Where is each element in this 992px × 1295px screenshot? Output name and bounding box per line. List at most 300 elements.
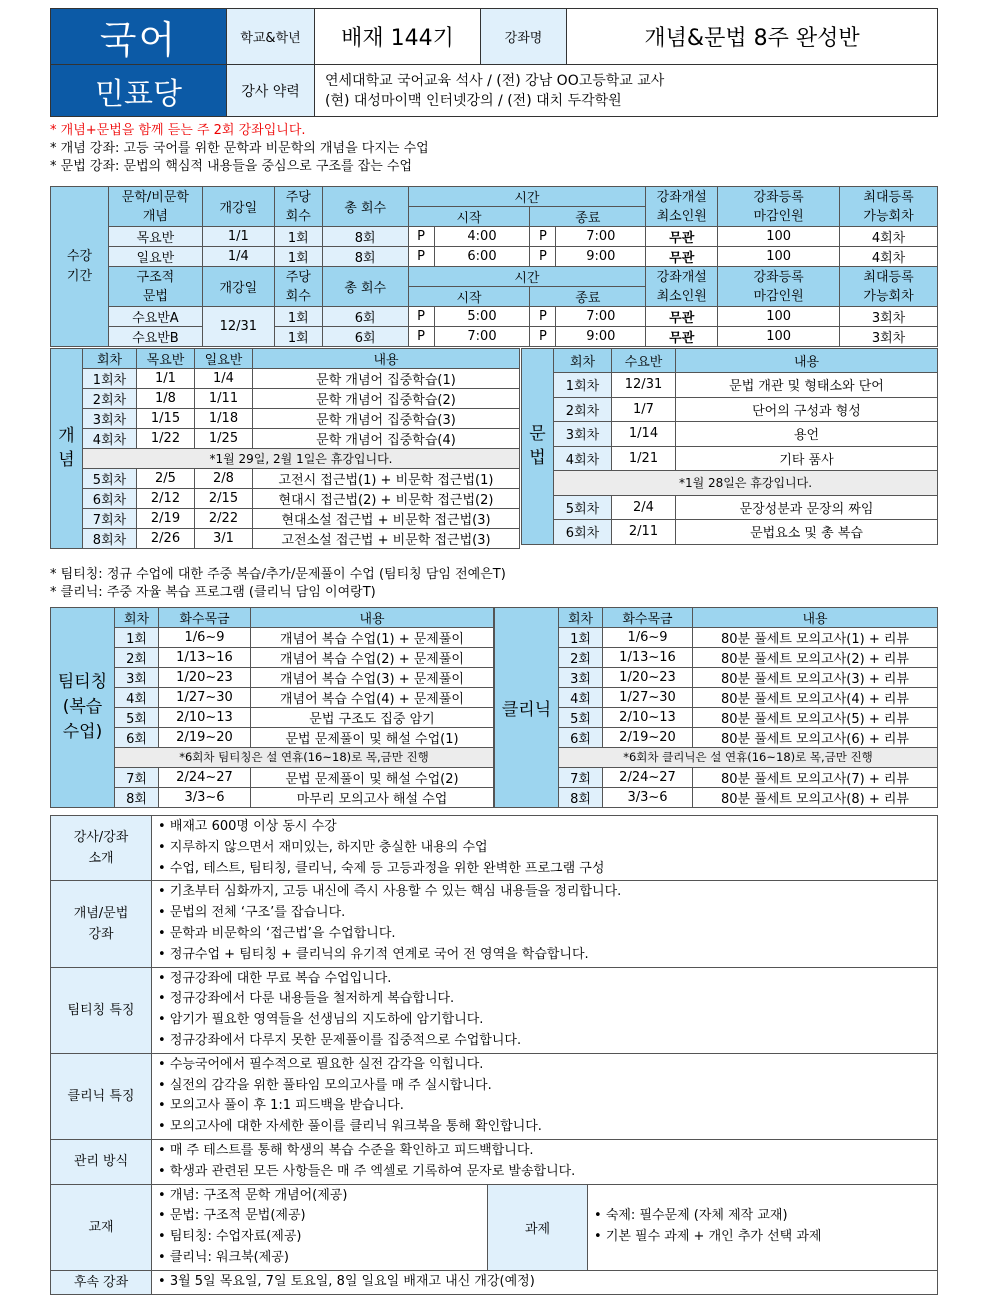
table-cell: 고전시 접근법(1) + 비문학 접근법(1) [253, 468, 520, 488]
table-cell: 7:00 [556, 307, 646, 327]
bio-label: 강사 약력 [227, 65, 315, 117]
text-item: 최대등록 [863, 269, 914, 285]
table-cell: 2/24~27 [159, 767, 251, 787]
text-item: 구조적 [136, 269, 175, 285]
table-cell: 개념어 복습 수업(4) + 문제풀이 [251, 688, 494, 708]
table-cell: P [408, 307, 434, 327]
table-cell: 7회차 [83, 508, 137, 528]
text-item: 강좌 [88, 926, 114, 942]
bio-line-2: (현) 대성마이맥 인터넷강의 / (전) 대치 두각학원 [325, 92, 622, 109]
table-cell: 8회 [115, 787, 159, 807]
table-cell: 2/8 [195, 468, 253, 488]
homework-label: 과제 [488, 1184, 588, 1270]
text-item: 강좌개설 [656, 269, 707, 285]
table-cell: 2/19 [137, 508, 195, 528]
table-cell: 무관 [646, 327, 718, 347]
table-cell: 문학 개념어 집중학습(1) [253, 369, 520, 389]
table-cell: 80분 풀세트 모의고사(2) + 리뷰 [693, 648, 938, 668]
table-cell: 총 회수 [322, 267, 408, 307]
text-item: • 문법: 구조적 문법(제공) [158, 1206, 481, 1227]
text-item: 마감인원 [753, 208, 804, 224]
table-cell: 80분 풀세트 모의고사(3) + 리뷰 [693, 668, 938, 688]
table-cell: 1/4 [195, 369, 253, 389]
table-cell: 화수목금 [603, 608, 693, 628]
book-label: 교재 [51, 1184, 152, 1270]
school-value: 배재 144기 [315, 9, 481, 65]
table-cell: 8회 [559, 787, 603, 807]
table-row [51, 429, 520, 449]
table-row [51, 508, 520, 528]
table-cell: 6회 [559, 728, 603, 748]
table-row [51, 528, 520, 548]
note-line: * 팀티칭: 정규 수업에 대한 주중 복습/추가/문제풀이 수업 (팀티칭 담임 전예은T) [50, 567, 506, 582]
table-cell: 개념어 복습 수업(3) + 문제풀이 [251, 668, 494, 688]
table-cell: 7회 [559, 767, 603, 787]
concept-plan-table [50, 348, 520, 549]
table-cell: 6회 [115, 728, 159, 748]
table-cell: 8회차 [83, 528, 137, 548]
table-row [51, 369, 520, 389]
table-row [522, 520, 938, 545]
table-row [51, 468, 520, 488]
text-item: • 암기가 필요한 영역들을 선생님의 지도하에 암기합니다. [158, 1010, 931, 1031]
table-cell: 3회차 [83, 409, 137, 429]
table-cell: 1/27~30 [159, 688, 251, 708]
table-cell: 1회차 [554, 373, 612, 398]
table-cell: 5회차 [554, 495, 612, 520]
text-item: 강좌등록 [753, 189, 804, 205]
table-cell: 1회 [274, 247, 322, 267]
table-cell: 현대시 접근법(2) + 비문학 접근법(2) [253, 488, 520, 508]
text-item: 주당 [285, 189, 311, 205]
table-cell [646, 267, 718, 307]
schedule-row [51, 307, 938, 327]
text-item: 법 [529, 448, 546, 469]
table-cell: 종료 [530, 287, 646, 307]
table-cell: 1/25 [195, 429, 253, 449]
table-cell: P [408, 247, 434, 267]
concept-side-label [51, 349, 83, 549]
table-row [495, 787, 938, 807]
table-cell: 시작 [408, 207, 530, 227]
table-cell: 6:00 [434, 247, 530, 267]
table-cell: 문법 문제풀이 및 해설 수업(2) [251, 767, 494, 787]
table-cell: 1회 [274, 307, 322, 327]
table-cell: 고전소설 접근법 + 비문학 접근법(3) [253, 528, 520, 548]
table-cell: 개강일 [202, 187, 274, 227]
text-item: 가능회차 [863, 208, 914, 224]
table-cell: 개념어 복습 수업(1) + 문제풀이 [251, 628, 494, 648]
text-item: 소개 [88, 851, 114, 867]
table-cell: 1회 [115, 628, 159, 648]
table-cell [646, 187, 718, 227]
table-cell: 1/6~9 [159, 628, 251, 648]
table-cell: 3회차 [840, 327, 938, 347]
table-row [522, 373, 938, 398]
table-cell: 종료 [530, 207, 646, 227]
table-cell: 1/6~9 [603, 628, 693, 648]
note-line: * 클리닉: 주중 자율 복습 프로그램 (클리닉 담임 이여랑T) [50, 585, 376, 600]
text-item: 문법 [142, 288, 168, 304]
table-cell: 4회차 [840, 227, 938, 247]
table-cell: 2회차 [554, 397, 612, 422]
clinic-info-list [152, 1053, 938, 1139]
table-cell: P [530, 247, 556, 267]
top-notes [50, 122, 429, 176]
table-cell: 회차 [559, 608, 603, 628]
table-cell: 1/11 [195, 389, 253, 409]
table-cell: 12/31 [202, 307, 274, 347]
text-item: • 모의고사 풀이 후 1:1 피드백을 받습니다. [158, 1096, 931, 1117]
intro-list [152, 816, 938, 881]
schedule-row [51, 227, 938, 247]
table-cell: 무관 [646, 227, 718, 247]
table-cell: P [530, 227, 556, 247]
table-cell: 수요반B [108, 327, 202, 347]
table-cell [718, 267, 840, 307]
table-cell: 4:00 [434, 227, 530, 247]
table-cell: P [408, 327, 434, 347]
table-row [51, 648, 494, 668]
table-cell: 문법 문제풀이 및 해설 수업(1) [251, 728, 494, 748]
table-cell: 1/8 [137, 389, 195, 409]
table-cell: 100 [718, 327, 840, 347]
text-item: 념 [58, 450, 75, 471]
table-cell: 수요반A [108, 307, 202, 327]
text-item: 수업) [62, 721, 103, 742]
text-item: 가능회차 [863, 288, 914, 304]
table-cell: 용언 [676, 422, 938, 447]
text-item: (복습 [62, 696, 103, 717]
table-cell: 무관 [646, 247, 718, 267]
table-cell: 5회 [115, 708, 159, 728]
table-cell: 1/20~23 [159, 668, 251, 688]
table-cell: 3회차 [840, 307, 938, 327]
table-cell: 3/3~6 [603, 787, 693, 807]
text-item: 회수 [285, 288, 311, 304]
table-cell: 3회 [115, 668, 159, 688]
table-row [522, 397, 938, 422]
table-cell: 화수목금 [159, 608, 251, 628]
table-cell: 4회차 [840, 247, 938, 267]
table-cell: 12/31 [612, 373, 676, 398]
table-cell: 1/18 [195, 409, 253, 429]
text-item: • 정규강좌에 대한 무료 복습 수업입니다. [158, 969, 931, 990]
text-item: • 정규수업 + 팀티칭 + 클리닉의 유기적 연계로 국어 전 영역을 학습합니다. [158, 945, 931, 966]
table-cell: 문학 개념어 집중학습(3) [253, 409, 520, 429]
text-item: 수강 [66, 248, 93, 264]
homework-list [588, 1184, 938, 1270]
teacher-name: 민표당 [51, 65, 227, 117]
text-item: • 3월 5일 목요일, 7일 토요일, 8일 일요일 배재고 내신 개강(예정) [158, 1272, 931, 1293]
clinic-info-label: 클리닉 특징 [51, 1053, 152, 1139]
table-cell: 1회차 [83, 369, 137, 389]
school-label: 학교&학년 [227, 9, 315, 65]
text-item: • 숙제: 필수문제 (자체 제작 교재) [594, 1206, 931, 1227]
table-cell: 2회차 [83, 389, 137, 409]
team-info-list [152, 967, 938, 1053]
table-row [51, 488, 520, 508]
table-cell: 7:00 [434, 327, 530, 347]
grammar-note: *1월 28일은 휴강입니다. [554, 471, 938, 496]
text-item: 기간 [66, 268, 93, 284]
table-cell: 목요반 [137, 349, 195, 369]
follow-text [152, 1270, 938, 1294]
course-info-label [51, 881, 152, 967]
table-cell: 시작 [408, 287, 530, 307]
table-cell: 개강일 [202, 267, 274, 307]
table-cell: 개념어 복습 수업(2) + 문제풀이 [251, 648, 494, 668]
table-row [51, 688, 494, 708]
table-cell: 2/12 [137, 488, 195, 508]
table-row [495, 628, 938, 648]
table-row [51, 767, 494, 787]
table-cell: 1회 [274, 227, 322, 247]
table-cell: 80분 풀세트 모의고사(5) + 리뷰 [693, 708, 938, 728]
table-cell: 회차 [554, 349, 612, 373]
table-cell: 1/1 [137, 369, 195, 389]
text-item: • 배재고 600명 이상 동시 수강 [158, 817, 931, 838]
period-label [51, 187, 109, 347]
text-item: • 수능국어에서 필수적으로 필요한 실전 감각을 익힙니다. [158, 1055, 931, 1076]
table-cell: 1/15 [137, 409, 195, 429]
table-row [522, 422, 938, 447]
table-cell: 80분 풀세트 모의고사(6) + 리뷰 [693, 728, 938, 748]
follow-label: 후속 강좌 [51, 1270, 152, 1294]
bio-line-1: 연세대학교 국어교육 석사 / (전) 강남 OO고등학교 교사 [325, 72, 665, 89]
table-cell: 100 [718, 227, 840, 247]
table-cell: 3회 [559, 668, 603, 688]
table-cell: 내용 [251, 608, 494, 628]
text-item: 최소인원 [656, 208, 707, 224]
table-cell: 6회차 [554, 520, 612, 545]
table-row [51, 389, 520, 409]
course-value: 개념&문법 8주 완성반 [567, 9, 938, 65]
table-cell: 9:00 [556, 327, 646, 347]
table-row [495, 728, 938, 748]
table-cell: 1/7 [612, 397, 676, 422]
team-side-label [51, 608, 115, 808]
table-cell: 2/4 [612, 495, 676, 520]
table-cell: 일요반 [195, 349, 253, 369]
table-cell: 내용 [693, 608, 938, 628]
table-cell: 문장성분과 문장의 짜임 [676, 495, 938, 520]
table-cell: 일요반 [108, 247, 202, 267]
table-cell: 80분 풀세트 모의고사(7) + 리뷰 [693, 767, 938, 787]
header-table [50, 8, 938, 117]
text-item: • 지루하지 않으면서 재미있는, 하지만 충실한 내용의 수업 [158, 838, 931, 859]
table-row [522, 446, 938, 471]
table-cell: 1/27~30 [603, 688, 693, 708]
table-cell: 7:00 [556, 227, 646, 247]
mid-notes [50, 566, 506, 602]
table-cell: 2/24~27 [603, 767, 693, 787]
clinic-side-label: 클리닉 [495, 608, 559, 808]
manage-list [152, 1139, 938, 1184]
text-item: • 클리닉: 워크북(제공) [158, 1248, 481, 1269]
table-cell [274, 267, 322, 307]
table-cell: 2회 [115, 648, 159, 668]
text-item: • 정규강좌에서 다룬 내용들을 철저하게 복습합니다. [158, 989, 931, 1010]
table-cell: 5:00 [434, 307, 530, 327]
text-item: 최소인원 [656, 288, 707, 304]
table-cell: 1/20~23 [603, 668, 693, 688]
table-cell: 3/1 [195, 528, 253, 548]
text-item: 개념 [142, 208, 168, 224]
clinic-table [494, 607, 938, 808]
text-item: • 팀티칭: 수업자료(제공) [158, 1227, 481, 1248]
text-item: • 모의고사에 대한 자세한 풀이를 클리닉 워크북을 통해 확인합니다. [158, 1117, 931, 1138]
manage-label: 관리 방식 [51, 1139, 152, 1184]
grammar-side-label [522, 349, 554, 545]
table-cell: 문법요소 및 총 복습 [676, 520, 938, 545]
table-cell: 현대소설 접근법 + 비문학 접근법(3) [253, 508, 520, 528]
table-cell [840, 267, 938, 307]
table-row [495, 648, 938, 668]
table-cell [840, 187, 938, 227]
table-cell: 내용 [676, 349, 938, 373]
course-info-list [152, 881, 938, 967]
text-item: • 문학과 비문학의 ‘접근법’을 수업합니다. [158, 924, 931, 945]
text-item: 회수 [285, 208, 311, 224]
table-cell: 1/13~16 [603, 648, 693, 668]
table-cell [274, 187, 322, 227]
table-cell: 2/10~13 [603, 708, 693, 728]
schedule-row [51, 327, 938, 347]
table-cell: 문법 구조도 집중 암기 [251, 708, 494, 728]
table-cell [718, 187, 840, 227]
text-item: 강좌등록 [753, 269, 804, 285]
table-cell: 100 [718, 307, 840, 327]
table-cell: P [530, 327, 556, 347]
table-cell: 80분 풀세트 모의고사(8) + 리뷰 [693, 787, 938, 807]
table-cell: 무관 [646, 307, 718, 327]
table-cell: 시간 [408, 267, 646, 287]
table-cell: 문학 개념어 집중학습(4) [253, 429, 520, 449]
table-cell: 100 [718, 247, 840, 267]
table-row [522, 495, 938, 520]
table-cell: 1/13~16 [159, 648, 251, 668]
table-cell: 단어의 구성과 형성 [676, 397, 938, 422]
table-cell: 마무리 모의고사 해설 수업 [251, 787, 494, 807]
book-list [152, 1184, 488, 1270]
text-item: • 매 주 테스트를 통해 학생의 복습 수준을 확인하고 피드백합니다. [158, 1141, 931, 1162]
table-cell: 2/22 [195, 508, 253, 528]
team-note: *6회차 팀티칭은 설 연휴(16~18)로 목,금만 진행 [115, 748, 494, 768]
team-info-label: 팀티칭 특징 [51, 967, 152, 1053]
table-cell: 문학 개념어 집중학습(2) [253, 389, 520, 409]
table-row [495, 688, 938, 708]
table-cell: 7회 [115, 767, 159, 787]
table-cell: 기타 품사 [676, 446, 938, 471]
text-item: 강좌개설 [656, 189, 707, 205]
table-cell: 회차 [115, 608, 159, 628]
table-row [51, 668, 494, 688]
table-cell: 2회 [559, 648, 603, 668]
table-cell: 2/26 [137, 528, 195, 548]
text-item: • 정규강좌에서 다루지 못한 문제풀이를 집중적으로 수업합니다. [158, 1031, 931, 1052]
schedule-row [51, 247, 938, 267]
table-cell: 8회 [322, 227, 408, 247]
text-item: 문 [529, 424, 546, 445]
text-item: • 문법의 전체 ‘구조’를 잡습니다. [158, 903, 931, 924]
table-cell: 2/10~13 [159, 708, 251, 728]
table-cell: 4회 [115, 688, 159, 708]
table-cell: 2/19~20 [603, 728, 693, 748]
table-row [51, 787, 494, 807]
table-cell: 2/5 [137, 468, 195, 488]
table-cell: 2/11 [612, 520, 676, 545]
table-cell: 문법 개관 및 형태소와 단어 [676, 373, 938, 398]
table-cell: 6회 [322, 327, 408, 347]
table-cell: 1회 [274, 327, 322, 347]
table-row [51, 409, 520, 429]
note-line: * 개념+문법을 함께 듣는 주 2회 강좌입니다. [50, 123, 306, 138]
table-cell: 5회차 [83, 468, 137, 488]
table-row [51, 728, 494, 748]
text-item: 주당 [285, 269, 311, 285]
table-cell: 1/14 [612, 422, 676, 447]
note-line: * 문법 강좌: 문법의 핵심적 내용들을 중심으로 구조를 잡는 수업 [50, 159, 413, 174]
table-cell [108, 187, 202, 227]
text-item: • 실전의 감각을 위한 풀타임 모의고사를 매 주 실시합니다. [158, 1076, 931, 1097]
text-item: 강사/강좌 [73, 830, 129, 846]
text-item: • 기초부터 심화까지, 고등 내신에 즉시 사용할 수 있는 핵심 내용들을 정리합니다. [158, 882, 931, 903]
table-cell: 3/3~6 [159, 787, 251, 807]
table-row [495, 767, 938, 787]
table-cell: 3회차 [554, 422, 612, 447]
table-cell: 80분 풀세트 모의고사(4) + 리뷰 [693, 688, 938, 708]
table-cell: 5회 [559, 708, 603, 728]
table-row [51, 628, 494, 648]
text-item: 팀티칭 [57, 671, 108, 692]
intro-label [51, 816, 152, 881]
table-cell: 1/4 [202, 247, 274, 267]
table-row [495, 668, 938, 688]
grammar-plan-table [521, 348, 938, 545]
table-cell: 4회차 [83, 429, 137, 449]
table-cell: 6회 [322, 307, 408, 327]
info-table [50, 815, 938, 1295]
table-row [51, 708, 494, 728]
table-cell: 9:00 [556, 247, 646, 267]
concept-note: *1월 29일, 2월 1일은 휴강입니다. [83, 449, 520, 469]
text-item: 문학/비문학 [121, 189, 189, 205]
table-cell: 총 회수 [322, 187, 408, 227]
team-teaching-table [50, 607, 494, 808]
table-cell: P [530, 307, 556, 327]
table-cell: 수요반 [612, 349, 676, 373]
table-cell: 목요반 [108, 227, 202, 247]
table-cell [108, 267, 202, 307]
table-cell: 6회차 [83, 488, 137, 508]
table-cell: 1/21 [612, 446, 676, 471]
table-cell: 1회 [559, 628, 603, 648]
table-cell: 4회 [559, 688, 603, 708]
table-row [495, 708, 938, 728]
table-cell: 시간 [408, 187, 646, 207]
table-cell: 4회차 [554, 446, 612, 471]
text-item: 최대등록 [863, 189, 914, 205]
table-cell [315, 65, 938, 117]
table-cell: 80분 풀세트 모의고사(1) + 리뷰 [693, 628, 938, 648]
table-cell: 2/19~20 [159, 728, 251, 748]
table-cell: 내용 [253, 349, 520, 369]
text-item: • 개념: 구조적 문학 개념어(제공) [158, 1186, 481, 1207]
text-item: • 수업, 테스트, 팀티칭, 클리닉, 숙제 등 고등과정을 위한 완벽한 프로그램 구성 [158, 859, 931, 880]
table-cell: 회차 [83, 349, 137, 369]
text-item: 개념/문법 [73, 905, 129, 921]
